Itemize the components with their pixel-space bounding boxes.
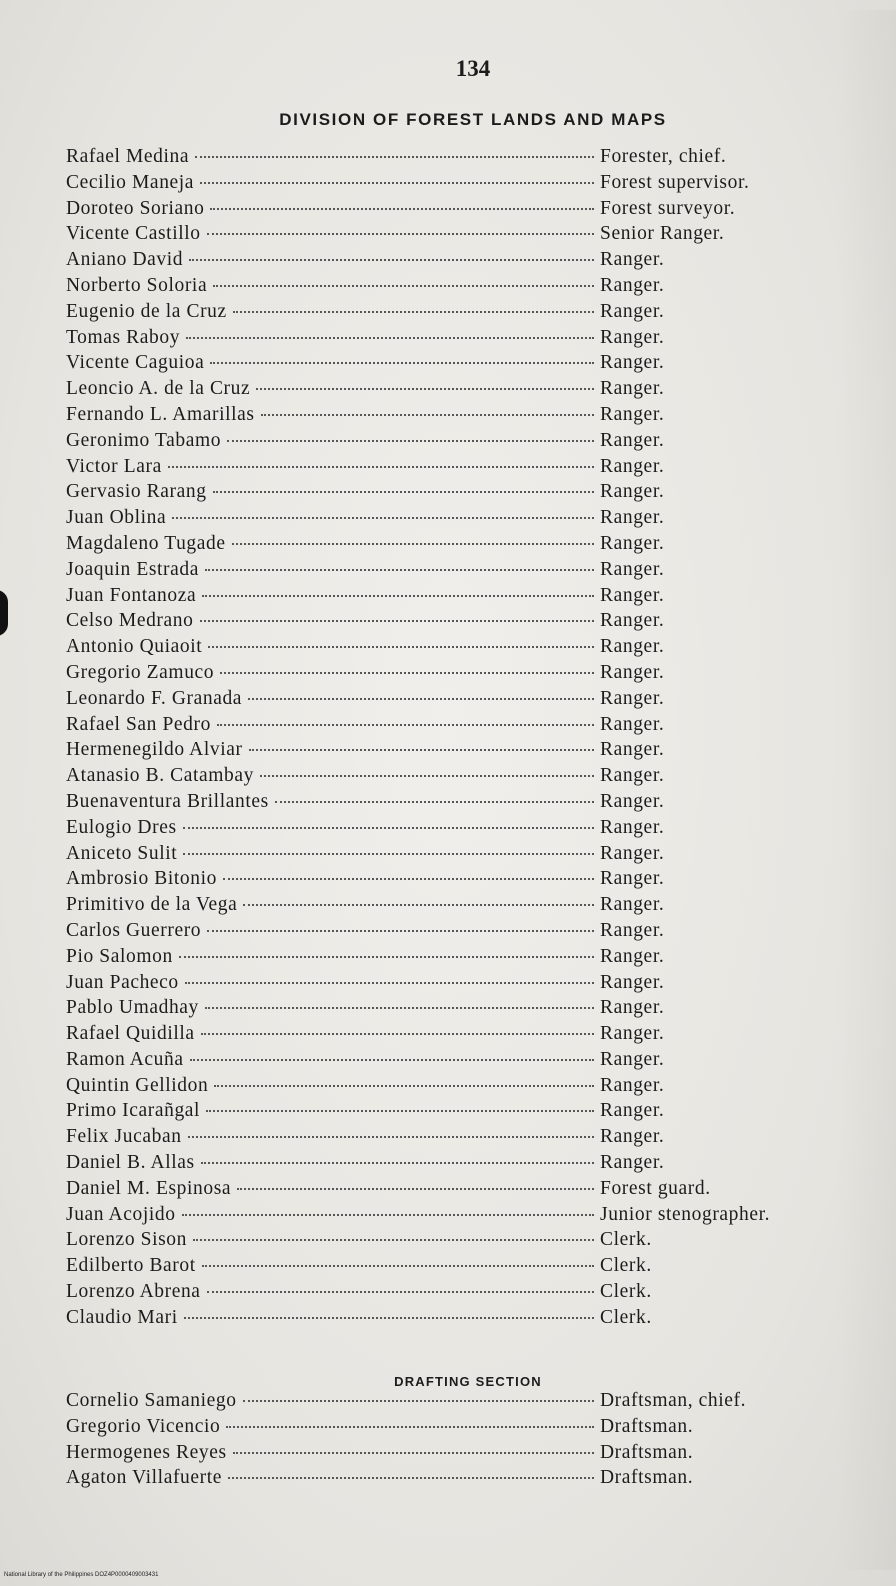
staff-name: Eugenio de la Cruz	[66, 300, 227, 322]
staff-name: Antonio Quiaoit	[66, 636, 203, 658]
list-item	[66, 172, 836, 198]
staff-position: Senior Ranger.	[600, 223, 725, 245]
list-item	[66, 817, 836, 843]
staff-position: Ranger.	[600, 661, 665, 683]
staff-name: Juan Fontanoza	[66, 584, 197, 606]
staff-name: Rafael San Pedro	[66, 713, 211, 735]
list-item	[66, 1229, 836, 1255]
list-item	[66, 223, 836, 249]
staff-name: Victor Lara	[66, 455, 162, 477]
dot-leader	[185, 982, 594, 984]
dot-leader	[186, 337, 594, 339]
staff-name: Rafael Medina	[66, 146, 190, 167]
staff-name: Daniel B. Allas	[66, 1152, 195, 1174]
dot-leader	[208, 646, 594, 648]
list-item	[66, 997, 836, 1023]
dot-leader	[210, 208, 594, 210]
list-item	[66, 843, 836, 869]
list-item	[66, 739, 836, 765]
list-item	[66, 610, 836, 636]
list-item	[66, 146, 836, 172]
staff-position: Ranger.	[600, 378, 665, 400]
staff-name: Cecilio Maneja	[66, 171, 195, 193]
staff-position: Forest surveyor.	[600, 197, 736, 219]
dot-leader	[184, 1317, 594, 1319]
staff-position: Forester, chief.	[600, 146, 727, 167]
staff-name: Ramon Acuña	[66, 1048, 184, 1070]
staff-name: Juan Oblina	[66, 507, 167, 529]
dot-leader	[179, 956, 594, 958]
list-item	[66, 481, 836, 507]
drafting-staff-list	[66, 1390, 836, 1493]
dot-leader	[202, 1265, 594, 1267]
dot-leader	[237, 1188, 594, 1190]
staff-name: Aniano David	[66, 249, 184, 271]
staff-name: Lorenzo Abrena	[66, 1281, 201, 1303]
list-item	[66, 1307, 836, 1333]
staff-name: Quintin Gellidon	[66, 1074, 209, 1096]
list-item	[66, 714, 836, 740]
staff-name: Magdaleno Tugade	[66, 532, 226, 554]
list-item	[66, 1075, 836, 1101]
list-item	[66, 688, 836, 714]
dot-leader	[233, 1452, 594, 1454]
list-item	[66, 327, 836, 353]
staff-position: Ranger.	[600, 739, 665, 761]
staff-position: Ranger.	[600, 765, 665, 787]
staff-position: Ranger.	[600, 249, 665, 271]
staff-position: Forest guard.	[600, 1177, 711, 1199]
staff-position: Clerk.	[600, 1306, 652, 1328]
dot-leader	[261, 414, 594, 416]
staff-position: Ranger.	[600, 429, 665, 451]
dot-leader	[183, 853, 594, 855]
staff-name: Edilberto Barot	[66, 1255, 196, 1277]
dot-leader	[260, 775, 594, 777]
staff-position: Ranger.	[600, 455, 665, 477]
page-number: 134	[455, 56, 491, 81]
dot-leader	[243, 904, 594, 906]
list-item	[66, 791, 836, 817]
dot-leader	[205, 1007, 594, 1009]
list-item	[66, 1416, 836, 1442]
staff-position: Ranger.	[600, 790, 665, 812]
staff-position: Ranger.	[600, 868, 665, 890]
dot-leader	[190, 1059, 594, 1061]
staff-position: Forest supervisor.	[600, 171, 750, 193]
staff-name: Tomas Raboy	[66, 326, 181, 348]
staff-position: Ranger.	[600, 816, 665, 838]
staff-name: Vicente Castillo	[66, 223, 201, 245]
staff-name: Gervasio Rarang	[66, 481, 207, 503]
staff-name: Carlos Guerrero	[66, 919, 202, 941]
staff-name: Pablo Umadhay	[66, 997, 199, 1019]
dot-leader	[275, 801, 594, 803]
staff-name: Hermogenes Reyes	[66, 1441, 227, 1463]
list-item	[66, 868, 836, 894]
list-item	[66, 894, 836, 920]
list-item	[66, 1467, 836, 1493]
list-item	[66, 662, 836, 688]
staff-name: Joaquin Estrada	[66, 558, 200, 580]
dot-leader	[217, 724, 594, 726]
staff-position: Ranger.	[600, 687, 665, 709]
staff-position: Clerk.	[600, 1255, 652, 1277]
staff-name: Primitivo de la Vega	[66, 894, 238, 916]
staff-name: Gregorio Vicencio	[66, 1415, 221, 1437]
staff-position: Ranger.	[600, 945, 665, 967]
staff-position: Ranger.	[600, 1100, 665, 1122]
staff-position: Ranger.	[600, 713, 665, 735]
list-item	[66, 636, 836, 662]
staff-name: Geronimo Tabamo	[66, 429, 222, 451]
dot-leader	[207, 233, 594, 235]
dot-leader	[220, 672, 594, 674]
staff-name: Aniceto Sulit	[66, 842, 178, 864]
list-item	[66, 1126, 836, 1152]
list-item	[66, 920, 836, 946]
list-item	[66, 507, 836, 533]
dot-leader	[210, 362, 594, 364]
staff-name: Juan Pacheco	[66, 971, 179, 993]
staff-position: Ranger.	[600, 300, 665, 322]
dot-leader	[183, 827, 594, 829]
staff-position: Ranger.	[600, 1152, 665, 1174]
staff-position: Ranger.	[600, 1126, 665, 1148]
dot-leader	[201, 1162, 594, 1164]
dot-leader	[182, 1214, 594, 1216]
dot-leader	[168, 466, 594, 468]
dot-leader	[172, 517, 594, 519]
list-item	[66, 404, 836, 430]
list-item	[66, 559, 836, 585]
staff-name: Rafael Quidilla	[66, 1023, 195, 1045]
list-item	[66, 301, 836, 327]
dot-leader	[213, 491, 594, 493]
staff-position: Ranger.	[600, 558, 665, 580]
staff-position: Ranger.	[600, 894, 665, 916]
staff-name: Celso Medrano	[66, 610, 194, 632]
staff-name: Juan Acojido	[66, 1203, 176, 1225]
staff-name: Lorenzo Sison	[66, 1229, 187, 1251]
dot-leader	[214, 1085, 594, 1087]
staff-name: Norberto Soloria	[66, 274, 208, 296]
staff-position: Ranger.	[600, 636, 665, 658]
staff-name: Eulogio Dres	[66, 816, 177, 838]
dot-leader	[200, 620, 595, 622]
staff-position: Ranger.	[600, 1023, 665, 1045]
staff-position: Ranger.	[600, 919, 665, 941]
list-item	[66, 352, 836, 378]
staff-name: Hermenegildo Alviar	[66, 739, 243, 761]
staff-name: Ambrosio Bitonio	[66, 868, 217, 890]
staff-position: Ranger.	[600, 326, 665, 348]
dot-leader	[233, 311, 594, 313]
staff-position: Ranger.	[600, 274, 665, 296]
dot-leader	[207, 1291, 594, 1293]
dot-leader	[232, 543, 594, 545]
staff-position: Ranger.	[600, 481, 665, 503]
staff-position: Ranger.	[600, 1048, 665, 1070]
staff-position: Clerk.	[600, 1229, 652, 1251]
staff-name: Pio Salomon	[66, 945, 173, 967]
dot-leader	[227, 440, 594, 442]
page-edge-shadow	[836, 10, 896, 1570]
footer-credit: National Library of the Philippines DOZ4P0000409003431	[4, 1572, 159, 1578]
list-item	[66, 1390, 836, 1416]
list-item	[66, 946, 836, 972]
drafting-section-heading: DRAFTING SECTION	[394, 1374, 542, 1389]
staff-position: Ranger.	[600, 971, 665, 993]
list-item	[66, 1281, 836, 1307]
list-item	[66, 765, 836, 791]
staff-name: Buenaventura Brillantes	[66, 790, 269, 812]
staff-position: Ranger.	[600, 507, 665, 529]
dot-leader	[228, 1477, 594, 1479]
staff-name: Primo Icarañgal	[66, 1100, 201, 1122]
staff-position: Ranger.	[600, 610, 665, 632]
staff-position: Ranger.	[600, 1074, 665, 1096]
list-item	[66, 1049, 836, 1075]
dot-leader	[243, 1400, 594, 1402]
staff-name: Daniel M. Espinosa	[66, 1177, 232, 1199]
dot-leader	[195, 156, 594, 158]
list-item	[66, 1255, 836, 1281]
dot-leader	[206, 1110, 594, 1112]
staff-name: Agaton Villafuerte	[66, 1467, 223, 1489]
list-item	[66, 275, 836, 301]
dot-leader	[202, 595, 594, 597]
dot-leader	[226, 1426, 594, 1428]
dot-leader	[201, 1033, 594, 1035]
list-item	[66, 378, 836, 404]
list-item	[66, 198, 836, 224]
dot-leader	[213, 285, 594, 287]
dot-leader	[207, 930, 594, 932]
staff-position: Ranger.	[600, 403, 665, 425]
dot-leader	[205, 569, 594, 571]
dot-leader	[200, 182, 594, 184]
staff-position: Draftsman.	[600, 1415, 694, 1437]
list-item	[66, 1204, 836, 1230]
staff-position: Draftsman.	[600, 1441, 694, 1463]
binding-hole	[0, 590, 8, 636]
dot-leader	[248, 698, 594, 700]
staff-name: Fernando L. Amarillas	[66, 403, 255, 425]
staff-position: Junior stenographer.	[600, 1203, 771, 1225]
list-item	[66, 1178, 836, 1204]
staff-name: Vicente Caguioa	[66, 352, 205, 374]
staff-list	[66, 146, 836, 1333]
list-item	[66, 972, 836, 998]
dot-leader	[189, 259, 594, 261]
page-title: DIVISION OF FOREST LANDS AND MAPS	[279, 110, 667, 129]
staff-position: Clerk.	[600, 1281, 652, 1303]
staff-name: Leoncio A. de la Cruz	[66, 378, 251, 400]
list-item	[66, 456, 836, 482]
list-item	[66, 1442, 836, 1468]
staff-position: Ranger.	[600, 584, 665, 606]
staff-position: Ranger.	[600, 997, 665, 1019]
dot-leader	[256, 388, 594, 390]
staff-name: Doroteo Soriano	[66, 197, 205, 219]
list-item	[66, 1023, 836, 1049]
list-item	[66, 585, 836, 611]
staff-name: Leonardo F. Granada	[66, 687, 243, 709]
staff-name: Gregorio Zamuco	[66, 661, 215, 683]
staff-name: Cornelio Samaniego	[66, 1390, 237, 1411]
list-item	[66, 1152, 836, 1178]
dot-leader	[223, 878, 594, 880]
list-item	[66, 430, 836, 456]
list-item	[66, 249, 836, 275]
staff-position: Ranger.	[600, 842, 665, 864]
staff-position: Draftsman.	[600, 1467, 694, 1489]
staff-name: Felix Jucaban	[66, 1126, 182, 1148]
dot-leader	[249, 749, 594, 751]
staff-position: Draftsman, chief.	[600, 1390, 747, 1411]
staff-name: Claudio Mari	[66, 1306, 178, 1328]
list-item	[66, 1100, 836, 1126]
staff-position: Ranger.	[600, 352, 665, 374]
staff-name: Atanasio B. Catambay	[66, 765, 255, 787]
staff-position: Ranger.	[600, 532, 665, 554]
dot-leader	[193, 1239, 594, 1241]
list-item	[66, 533, 836, 559]
dot-leader	[188, 1136, 594, 1138]
